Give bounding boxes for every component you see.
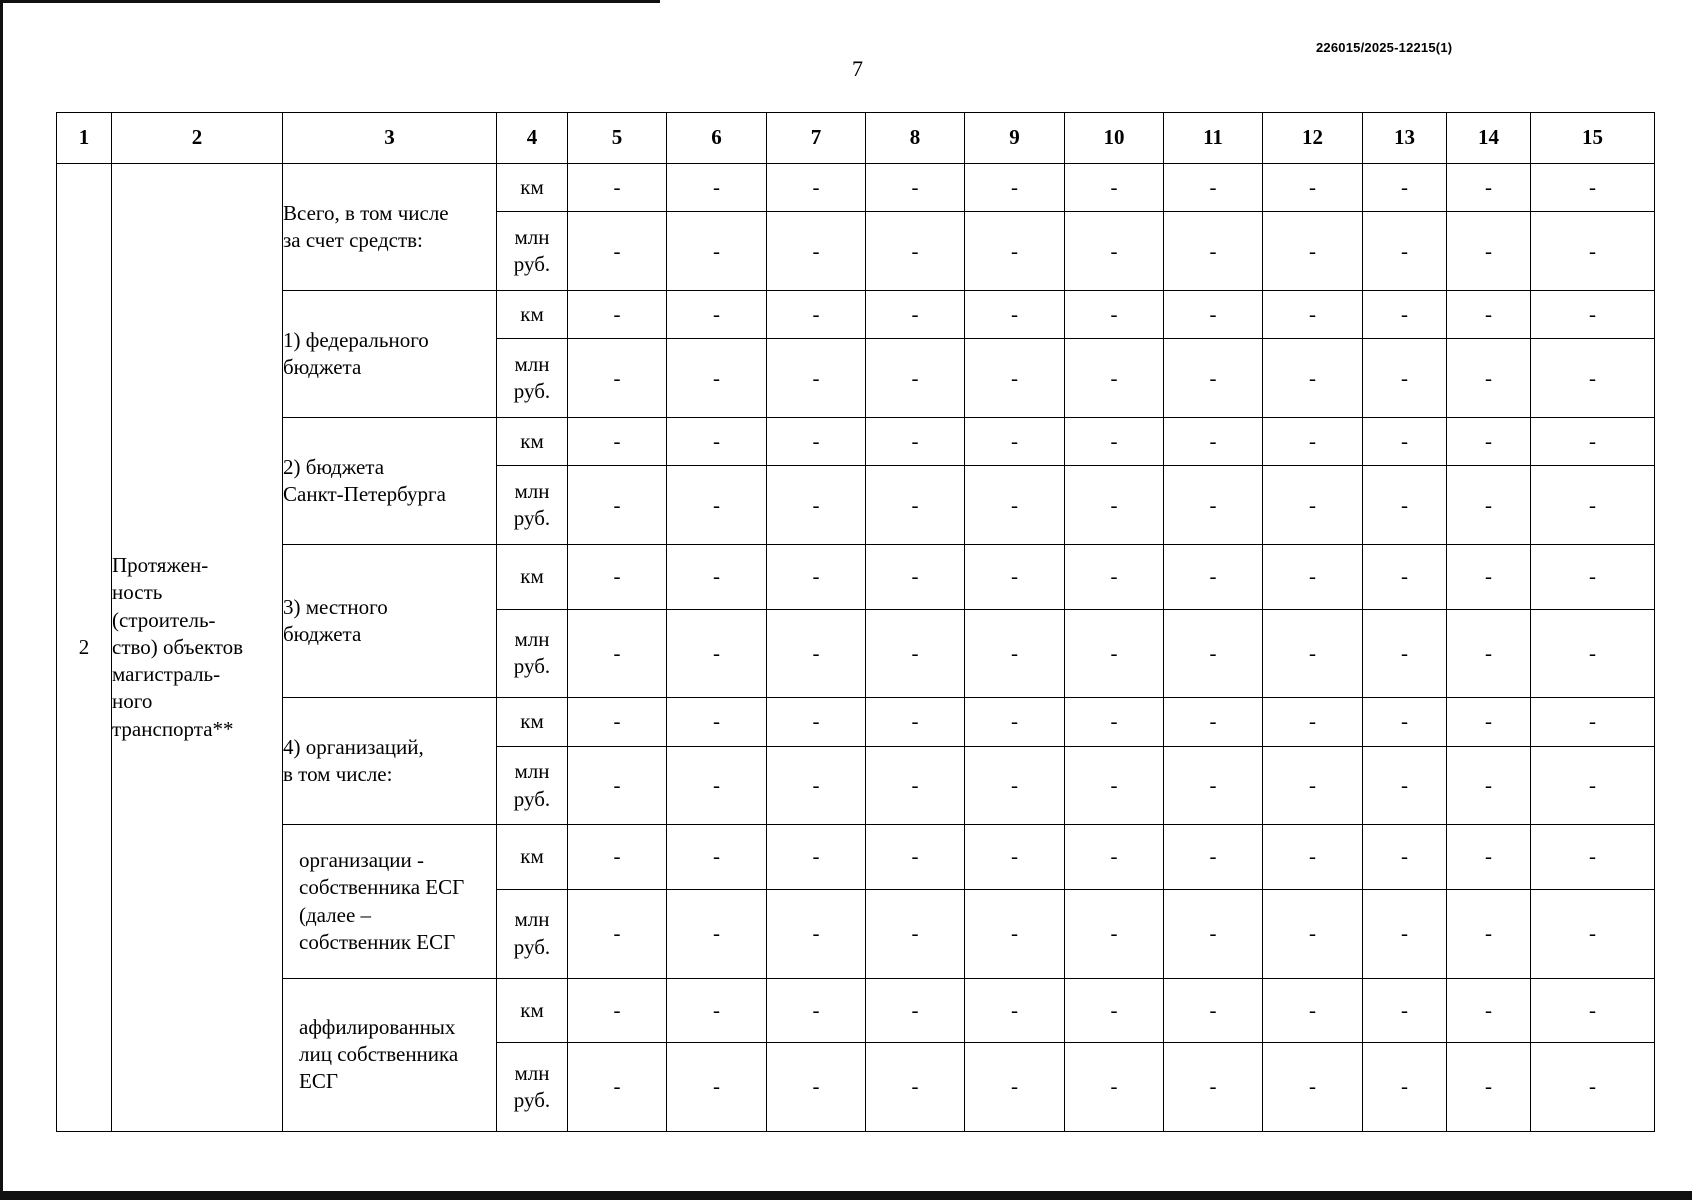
value-cell: -	[1263, 339, 1363, 418]
column-header: 4	[497, 113, 568, 164]
value-cell: -	[767, 698, 866, 746]
unit-cell: км	[497, 698, 568, 746]
value-cell: -	[1363, 466, 1447, 545]
value-cell: -	[965, 339, 1065, 418]
value-cell: -	[568, 545, 667, 610]
value-cell: -	[767, 339, 866, 418]
unit-cell: км	[497, 978, 568, 1043]
value-cell: -	[965, 825, 1065, 890]
value-cell: -	[767, 212, 866, 291]
funding-source-cell: аффилированных лиц собственника ЕСГ	[283, 978, 497, 1131]
column-header: 15	[1531, 113, 1655, 164]
value-cell: -	[767, 889, 866, 978]
value-cell: -	[965, 164, 1065, 212]
value-cell: -	[1531, 164, 1655, 212]
value-cell: -	[965, 978, 1065, 1043]
value-cell: -	[1065, 889, 1164, 978]
value-cell: -	[1447, 609, 1531, 698]
unit-cell: км	[497, 825, 568, 890]
value-cell: -	[568, 466, 667, 545]
value-cell: -	[767, 291, 866, 339]
value-cell: -	[1065, 545, 1164, 610]
value-cell: -	[1531, 339, 1655, 418]
value-cell: -	[1263, 545, 1363, 610]
value-cell: -	[965, 698, 1065, 746]
value-cell: -	[1363, 889, 1447, 978]
unit-cell: млн руб.	[497, 466, 568, 545]
value-cell: -	[965, 545, 1065, 610]
value-cell: -	[667, 978, 767, 1043]
value-cell: -	[866, 609, 965, 698]
value-cell: -	[1164, 889, 1263, 978]
value-cell: -	[568, 609, 667, 698]
value-cell: -	[1363, 609, 1447, 698]
unit-cell: млн руб.	[497, 889, 568, 978]
funding-source-cell: 4) организаций, в том числе:	[283, 698, 497, 825]
value-cell: -	[1531, 291, 1655, 339]
value-cell: -	[1164, 698, 1263, 746]
value-cell: -	[1363, 698, 1447, 746]
value-cell: -	[568, 418, 667, 466]
table-body	[57, 164, 1655, 1132]
table-row	[57, 825, 1655, 890]
column-header: 3	[283, 113, 497, 164]
value-cell: -	[965, 212, 1065, 291]
value-cell: -	[1363, 291, 1447, 339]
value-cell: -	[1164, 545, 1263, 610]
funding-source-cell: 2) бюджета Санкт-Петербурга	[283, 418, 497, 545]
value-cell: -	[1263, 291, 1363, 339]
scan-edge-bottom	[0, 1191, 1692, 1200]
scan-edge-top	[0, 0, 660, 3]
column-header: 9	[965, 113, 1065, 164]
value-cell: -	[1363, 978, 1447, 1043]
unit-cell: км	[497, 418, 568, 466]
value-cell: -	[1065, 825, 1164, 890]
table-row	[57, 545, 1655, 610]
value-cell: -	[1164, 212, 1263, 291]
value-cell: -	[1363, 1043, 1447, 1132]
column-number-row	[57, 113, 1655, 164]
value-cell: -	[1363, 418, 1447, 466]
column-header: 7	[767, 113, 866, 164]
value-cell: -	[1531, 889, 1655, 978]
funding-source-cell: 1) федерального бюджета	[283, 291, 497, 418]
value-cell: -	[866, 339, 965, 418]
value-cell: -	[1263, 978, 1363, 1043]
value-cell: -	[1164, 978, 1263, 1043]
column-header: 13	[1363, 113, 1447, 164]
value-cell: -	[1447, 698, 1531, 746]
value-cell: -	[1263, 609, 1363, 698]
value-cell: -	[1531, 609, 1655, 698]
value-cell: -	[866, 825, 965, 890]
value-cell: -	[667, 889, 767, 978]
data-table	[56, 112, 1655, 1132]
value-cell: -	[667, 339, 767, 418]
value-cell: -	[1065, 609, 1164, 698]
funding-source-cell: 3) местного бюджета	[283, 545, 497, 698]
value-cell: -	[1164, 746, 1263, 825]
value-cell: -	[965, 1043, 1065, 1132]
value-cell: -	[1263, 418, 1363, 466]
funding-source-cell: Всего, в том числе за счет средств:	[283, 164, 497, 291]
value-cell: -	[667, 164, 767, 212]
value-cell: -	[1164, 609, 1263, 698]
value-cell: -	[1065, 466, 1164, 545]
table-row	[57, 418, 1655, 466]
value-cell: -	[1447, 889, 1531, 978]
value-cell: -	[1065, 339, 1164, 418]
value-cell: -	[965, 746, 1065, 825]
value-cell: -	[1164, 291, 1263, 339]
value-cell: -	[767, 466, 866, 545]
scan-edge-left	[0, 0, 3, 1200]
value-cell: -	[568, 164, 667, 212]
column-header: 10	[1065, 113, 1164, 164]
column-header: 8	[866, 113, 965, 164]
value-cell: -	[1263, 466, 1363, 545]
value-cell: -	[965, 418, 1065, 466]
value-cell: -	[1065, 291, 1164, 339]
value-cell: -	[1447, 545, 1531, 610]
value-cell: -	[667, 825, 767, 890]
value-cell: -	[1447, 212, 1531, 291]
value-cell: -	[667, 545, 767, 610]
value-cell: -	[1164, 1043, 1263, 1132]
unit-cell: млн руб.	[497, 746, 568, 825]
value-cell: -	[866, 212, 965, 291]
value-cell: -	[568, 889, 667, 978]
value-cell: -	[1447, 418, 1531, 466]
value-cell: -	[667, 698, 767, 746]
value-cell: -	[1447, 164, 1531, 212]
value-cell: -	[1531, 1043, 1655, 1132]
value-cell: -	[667, 466, 767, 545]
value-cell: -	[965, 291, 1065, 339]
value-cell: -	[667, 291, 767, 339]
value-cell: -	[568, 212, 667, 291]
value-cell: -	[1065, 1043, 1164, 1132]
value-cell: -	[667, 746, 767, 825]
column-header: 12	[1263, 113, 1363, 164]
value-cell: -	[1263, 698, 1363, 746]
value-cell: -	[1263, 746, 1363, 825]
value-cell: -	[866, 978, 965, 1043]
value-cell: -	[767, 978, 866, 1043]
value-cell: -	[866, 545, 965, 610]
value-cell: -	[1363, 746, 1447, 825]
value-cell: -	[1531, 418, 1655, 466]
value-cell: -	[568, 978, 667, 1043]
value-cell: -	[767, 164, 866, 212]
value-cell: -	[866, 1043, 965, 1132]
value-cell: -	[667, 609, 767, 698]
value-cell: -	[1531, 978, 1655, 1043]
value-cell: -	[1447, 1043, 1531, 1132]
value-cell: -	[1164, 825, 1263, 890]
value-cell: -	[568, 339, 667, 418]
value-cell: -	[866, 746, 965, 825]
value-cell: -	[767, 1043, 866, 1132]
value-cell: -	[568, 746, 667, 825]
value-cell: -	[866, 698, 965, 746]
value-cell: -	[1263, 164, 1363, 212]
value-cell: -	[1531, 466, 1655, 545]
value-cell: -	[667, 1043, 767, 1132]
value-cell: -	[568, 291, 667, 339]
page-number: 7	[852, 56, 863, 81]
value-cell: -	[1531, 746, 1655, 825]
value-cell: -	[667, 212, 767, 291]
value-cell: -	[1065, 212, 1164, 291]
value-cell: -	[568, 825, 667, 890]
value-cell: -	[866, 291, 965, 339]
column-header: 14	[1447, 113, 1531, 164]
document-registration-number: 226015/2025-12215(1)	[1316, 40, 1453, 55]
value-cell: -	[1363, 545, 1447, 610]
column-header: 2	[112, 113, 283, 164]
table-row	[57, 978, 1655, 1043]
value-cell: -	[866, 889, 965, 978]
value-cell: -	[1531, 545, 1655, 610]
unit-cell: млн руб.	[497, 1043, 568, 1132]
indicator-name-cell: Протяжен- ность (строитель- ство) объектов магистраль- ного транспорта**	[112, 164, 283, 1132]
value-cell: -	[1531, 212, 1655, 291]
unit-cell: млн руб.	[497, 609, 568, 698]
value-cell: -	[568, 1043, 667, 1132]
value-cell: -	[1164, 164, 1263, 212]
value-cell: -	[1065, 418, 1164, 466]
value-cell: -	[1164, 418, 1263, 466]
table-row	[57, 698, 1655, 746]
value-cell: -	[1065, 698, 1164, 746]
row-number-cell: 2	[57, 164, 112, 1132]
value-cell: -	[1363, 825, 1447, 890]
value-cell: -	[1447, 291, 1531, 339]
value-cell: -	[767, 746, 866, 825]
value-cell: -	[1447, 978, 1531, 1043]
unit-cell: км	[497, 291, 568, 339]
value-cell: -	[1065, 164, 1164, 212]
value-cell: -	[667, 418, 767, 466]
funding-source-cell: организации - собственника ЕСГ (далее – собственник ЕСГ	[283, 825, 497, 978]
value-cell: -	[965, 889, 1065, 978]
value-cell: -	[767, 825, 866, 890]
table-row	[57, 164, 1655, 212]
value-cell: -	[1531, 698, 1655, 746]
unit-cell: млн руб.	[497, 339, 568, 418]
value-cell: -	[1263, 212, 1363, 291]
value-cell: -	[1447, 339, 1531, 418]
value-cell: -	[1363, 339, 1447, 418]
column-header: 1	[57, 113, 112, 164]
value-cell: -	[568, 698, 667, 746]
unit-cell: км	[497, 545, 568, 610]
value-cell: -	[767, 545, 866, 610]
value-cell: -	[965, 466, 1065, 545]
value-cell: -	[1065, 978, 1164, 1043]
value-cell: -	[965, 609, 1065, 698]
value-cell: -	[1447, 825, 1531, 890]
column-header: 11	[1164, 113, 1263, 164]
unit-cell: млн руб.	[497, 212, 568, 291]
column-header: 5	[568, 113, 667, 164]
value-cell: -	[1164, 466, 1263, 545]
value-cell: -	[767, 609, 866, 698]
value-cell: -	[1164, 339, 1263, 418]
value-cell: -	[1447, 466, 1531, 545]
value-cell: -	[866, 164, 965, 212]
value-cell: -	[1447, 746, 1531, 825]
value-cell: -	[1531, 825, 1655, 890]
unit-cell: км	[497, 164, 568, 212]
value-cell: -	[1263, 889, 1363, 978]
value-cell: -	[866, 418, 965, 466]
value-cell: -	[1363, 164, 1447, 212]
value-cell: -	[1065, 746, 1164, 825]
value-cell: -	[767, 418, 866, 466]
value-cell: -	[866, 466, 965, 545]
value-cell: -	[1263, 825, 1363, 890]
value-cell: -	[1363, 212, 1447, 291]
column-header: 6	[667, 113, 767, 164]
value-cell: -	[1263, 1043, 1363, 1132]
table-row	[57, 291, 1655, 339]
